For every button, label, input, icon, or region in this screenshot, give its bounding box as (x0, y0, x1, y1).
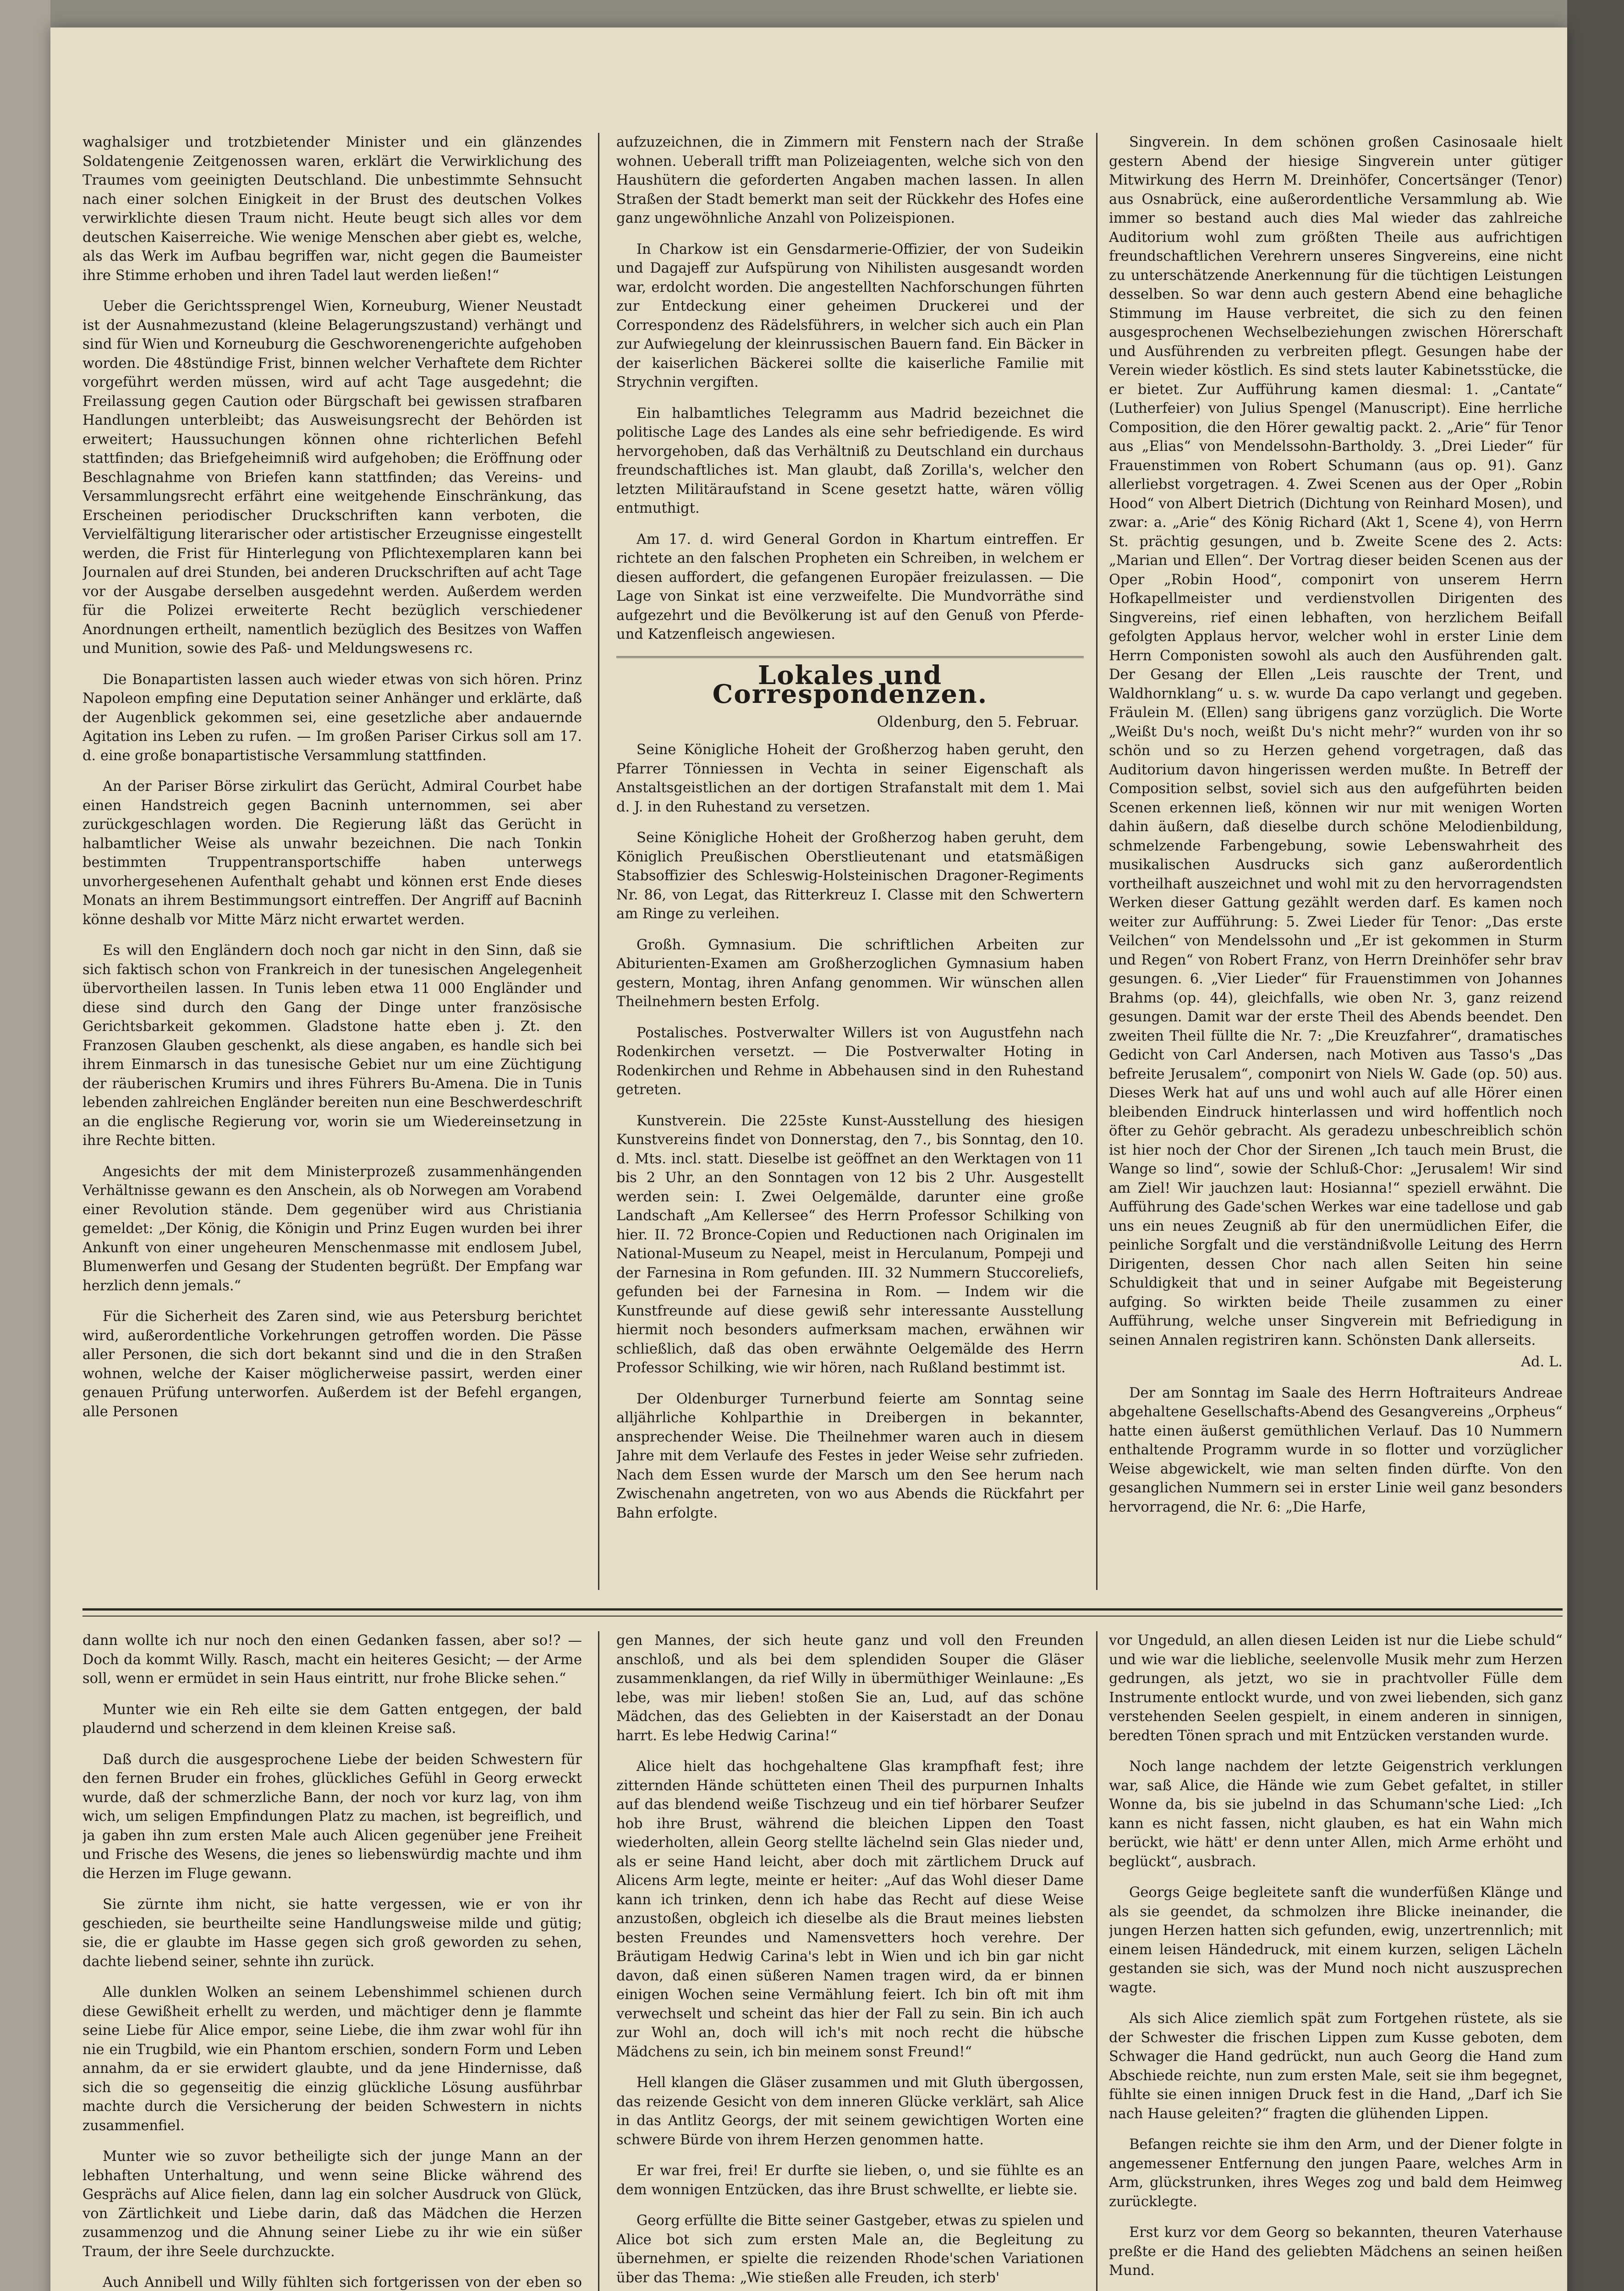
article-paragraph: Georg erfüllte die Bitte seiner Gastgeber, etwas zu spielen und Alice bot sich zum ersten Male an, die Begleitung zu übernehmen, er spielte die reizenden Rhode'schen Variationen über das Thema: „Wie stießen alle Freuden, ich sterb' (616, 2213, 1084, 2286)
article-paragraph: waghalsiger und trotzbietender Minister und ein glänzendes Soldatengenie Zeitgenossen waren, erklärt die Verwirklichung des Traumes vom geeinigten Deutschland. Die unbestimmte Sehnsucht nach einer solchen Einigkeit in der Brust des deutschen Volkes verwirklichte diesen Traum nicht. Heute beugt sich alles vor dem deutschen Kaiserreiche. Wie wenige Menschen aber giebt es, welche, als das Werk im Aufbau begriffen war, nicht gegen die Baumeister ihre Stimme erhoben und ihren Tadel laut werden ließen!“ (82, 134, 582, 284)
article-paragraph: In Charkow ist ein Gensdarmerie-Offizier, der von Sudeikin und Dagajeff zur Aufspürung von Nihilisten ausgesandt worden war, erdolcht worden. Die angestellten Nachforschungen führten zur Entdeckung einer geheimen Druckerei und der Correspondenz des Rädelsführers, in welcher sich auch ein Plan zur Aufwiegelung der kleinrussischen Bauern fand. Ein Bäcker in der kaiserlichen Bäckerei sollte die kaiserliche Familie mit Strychnin vergiften. (616, 241, 1084, 390)
article-paragraph: Sie zürnte ihm nicht, sie hatte vergessen, wie er von ihr geschieden, sie beurtheilte seine Handlungsweise milde und gütig; sie, die er glaubte im Hasse gegen sich groß geworden zu sehen, dachte liebend seiner, sehnte ihn zurück. (82, 1896, 582, 1970)
article-paragraph: aufzuzeichnen, die in Zimmern mit Fenstern nach der Straße wohnen. Ueberall trifft man Polizeiagenten, welche sich von den Haushütern die geforderten Angaben machen lassen. In allen Straßen der Stadt bemerkt man seit der Rückkehr des Hofes eine ganz ungewöhnliche Anzahl von Polizeispionen. (616, 134, 1084, 226)
article-paragraph: Befangen reichte sie ihm den Arm, und der Diener folgte in angemessener Entfernung den jungen Paare, welches Arm in Arm, glückstrunken, ihres Weges zog und bald dem Heimweg zurücklegte. (1109, 2137, 1563, 2210)
article-paragraph: Großh. Gymnasium. Die schriftlichen Arbeiten zur Abiturienten-Examen am Großherzoglichen Gymnasium haben gestern, Montag, ihren Anfang genommen. Wir wünschen allen Theilnehmern besten Erfolg. (616, 937, 1084, 1010)
article-paragraph: dann wollte ich nur noch den einen Gedanken fassen, aber so!? — Doch da kommt Willy. Rasch, macht ein heiteres Gesicht; — der Arme soll, wenn er ermüdet in sein Haus eintritt, nur frohe Blicke sehen.“ (82, 1633, 582, 1687)
column-top-1 (82, 133, 582, 1590)
feuilleton-column-2 (616, 1631, 1084, 2291)
right-edge (1567, 0, 1624, 2291)
article-paragraph: vor Ungeduld, an allen diesen Leiden ist nur die Liebe schuld“ und wie war die liebliche, seelenvolle Musik mehr zum Herzen gedrungen, als jetzt, wo sie in prachtvoller Fülle dem Instrumente entlockt wurde, und von zwei liebenden, sich ganz verstehenden Seelen gespielt, in einem anderen in sinnigen, beredten Tönen sprach und mit Entzücken verstanden wurde. (1109, 1633, 1563, 1744)
column-top-2 (616, 133, 1084, 1590)
article-paragraph: Am 17. d. wird General Gordon in Khartum eintreffen. Er richtete an den falschen Propheten ein Schreiben, in welchem er diesen auffordert, die gefangenen Europäer freizulassen. — Die Lage von Sinkat ist eine verzweifelte. Die Mundvorräthe sind aufgezehrt und die Bevölkerung ist auf den Genuß von Pferde- und Katzenfleisch angewiesen. (616, 531, 1084, 642)
left-edge (0, 0, 50, 2291)
article-paragraph: Der Oldenburger Turnerbund feierte am Sonntag seine alljährliche Kohlparthie in Dreibergen in bekannter, ansprechender Weise. Die Theilnehmer waren auch in diesem Jahre mit dem Verlaufe des Festes in jeder Weise sehr zufrieden. Nach dem Essen wurde der Marsch um den See herum nach Zwischenahn angetreten, von wo aus Abends die Rückfahrt per Bahn erfolgte. (616, 1391, 1084, 1521)
feuilleton-rule-thin (82, 1616, 1563, 1617)
article-paragraph: Seine Königliche Hoheit der Großherzog haben geruht, den Pfarrer Tönniessen in Vechta in seiner Eigenschaft als Anstaltsgeistlichen an der dortigen Strafanstalt mit dem 1. Mai d. J. in den Ruhestand zu versetzen. (616, 742, 1084, 815)
feuilleton-column-3 (1109, 1631, 1563, 2291)
column-rule (598, 133, 599, 1590)
article-paragraph: Hell klangen die Gläser zusammen und mit Gluth übergossen, das reizende Gesicht von dem inneren Glücke verklärt, sah Alice in das Antlitz Georgs, der mit seinem gewichtigen Worten eine schwere Bürde von ihrem Herzen genommen hatte. (616, 2075, 1084, 2148)
article-paragraph: Kunstverein. Die 225ste Kunst-Ausstellung des hiesigen Kunstvereins findet von Donnerstag, den 7., bis Sonntag, den 10. d. Mts. incl. statt. Dieselbe ist geöffnet an den Werktagen von 11 bis 2 Uhr, an den Sonntagen von 12 bis 2 Uhr. Ausgestellt werden sein: I. Zwei Oelgemälde, darunter eine große Landschaft „Am Kellersee“ des Herrn Professor Schilking von hier. II. 72 Bronce-Copien und Reductionen nach Originalen im National-Museum zu Neapel, meist in Herculanum, Pompeji und der Farnesina in Rom gefunden. III. 32 Nummern Stuccoreliefs, gefunden bei der Farnesina in Rom. — Indem wir die Kunstfreunde auf diese gewiß sehr interessante Ausstellung hiermit noch besonders aufmerksam machen, erwähnen wir schließlich, daß das oben erwähnte Oelgemälde des Herrn Professor Schilking, wie wir hören, nach Rußland bestimmt ist. (616, 1113, 1084, 1376)
article-paragraph: Ueber die Gerichtssprengel Wien, Korneuburg, Wiener Neustadt ist der Ausnahmezustand (kleine Belagerungszustand) verhängt und sind für Wien und Korneuburg die Geschworenengerichte aufgehoben worden. Die 48stündige Frist, binnen welcher Verhaftete dem Richter vorgeführt werden müssen, wird auf acht Tage ausgedehnt; die Freilassung gegen Caution oder Bürgschaft bei gewissen strafbaren Handlungen unterbleibt; das Ausweisungsrecht der Behörden ist erweitert; Haussuchungen können ohne richterlichen Befehl stattfinden; das Briefgeheimniß wird aufgehoben; die Eröffnung oder Beschlagnahme von Briefen kann stattfinden; das Vereins- und Versammlungsrecht erfährt eine weitgehende Einschränkung, das Erscheinen periodischer Druckschriften kann verboten, die Vervielfältigung literarischer oder artistischer Erzeugnisse eingestellt werden, die Frist für Hinterlegung von Pflichtexemplaren kann bei Journalen auf drei Stunden, bei anderen Druckschriften auf acht Tage vor der Ausgabe derselben ausgedehnt werden. Außerdem werden für die Polizei erweiterte Recht bezüglich verschiedener Anordnungen ertheilt, namentlich bezüglich des Besitzes von Waffen und Munition, sowie des Paß- und Meldungswesens rc. (82, 298, 582, 657)
column-rule (1096, 1631, 1097, 2291)
feuilleton-column-1 (82, 1631, 582, 2291)
column-top-3 (1109, 133, 1563, 1590)
article-paragraph: Seine Königliche Hoheit der Großherzog haben geruht, dem Königlich Preußischen Oberstlieutenant und etatsmäßigen Stabsoffizier des Schleswig-Holsteinischen Dragoner-Regiments Nr. 86, von Legat, das Ritterkreuz I. Classe mit den Schwertern am Ringe zu verleihen. (616, 830, 1084, 922)
article-paragraph: Erst kurz vor dem Georg so bekannten, theuren Vaterhause preßte er die Hand des geliebten Mädchens an seinen heißen Mund. (1109, 2225, 1563, 2279)
article-paragraph: An der Pariser Börse zirkulirt das Gerücht, Admiral Courbet habe einen Handstreich gegen Bacninh unternommen, sei aber zurückgeschlagen worden. Die Regierung läßt das Gerücht in halbamtlicher Weise als unwahr bezeichnen. Die nach Tonkin bestimmten Truppentransportschiffe haben unterwegs unvorhergesehenen Aufenthalt gehabt und können erst Ende dieses Monats an ihrem Bestimmungsort eintreffen. Der Angriff auf Bacninh könne deshalb vor Mitte März nicht erwartet werden. (82, 778, 582, 928)
article-paragraph: Der am Sonntag im Saale des Herrn Hoftraiteurs Andreae abgehaltene Gesellschafts-Abend des Gesangvereins „Orpheus“ hatte einen äußerst gemüthlichen Verlauf. Das 10 Nummern enthaltende Programm wurde in so flotter und vorzüglicher Weise abgewickelt, wie man selten finden dürfte. Von den gesanglichen Nummern sei in erster Linie weil ganz besonders hervorragend, die Nr. 6: „Die Harfe, (1109, 1385, 1563, 1515)
dateline: Oldenburg, den 5. Februar. (877, 713, 1079, 730)
article-paragraph: Postalisches. Postverwalter Willers ist von Augustfehn nach Rodenkirchen versetzt. — Die Postverwalter Hoting in Rodenkirchen und Rehme in Abbehausen sind in den Ruhestand getreten. (616, 1025, 1084, 1098)
article-paragraph: Georgs Geige begleitete sanft die wunderfüßen Klänge und als sie geendet, da schmolzen ihre Blicke ineinander, die jungen Herzen hatten sich gefunden, ewig, unzertrennlich; mit einem leisen Händedruck, mit einem kurzen, seligen Lächeln gestanden sie sich, was der Mund noch nicht auszusprechen wagte. (1109, 1885, 1563, 1996)
section-rule (616, 656, 1084, 658)
article-paragraph: Er war frei, frei! Er durfte sie lieben, o, und sie fühlte es an dem wonnigen Entzücken, das ihre Brust schwellte, er liebte sie. (616, 2163, 1084, 2198)
section-heading: Lokales und Correspondenzen. (712, 660, 988, 709)
article-paragraph: Alle dunklen Wolken an seinem Lebenshimmel schienen durch diese Gewißheit erhellt zu werden, und mächtiger denn je flammte seine Liebe für Alice empor, seine Liebe, die ihm zwar wohl für ihn nie ein Trugbild, wie ein Phantom erschien, sondern Form und Leben annahm, da er sie erwidert glaubte, und da jene Hindernisse, daß sich die so gegenseitig die einzig glückliche Lösung ausführbar machte durch die Versicherung der beiden Schwestern in nichts zusammenfiel. (82, 1984, 582, 2134)
article-paragraph: Singverein. In dem schönen großen Casinosaale hielt gestern Abend der hiesige Singverein unter gütiger Mitwirkung des Herrn M. Dreinhöfer, Concertsänger (Tenor) aus Osnabrück, eine außerordentliche Versammlung ab. Wie immer so bestand auch dies Mal wieder das zahlreiche Auditorium wohl zum größten Theile aus aufrichtigen freundschaftlichen Verehrern unseres Singvereins, eine nicht zu unterschätzende Anerkennung für die tüchtigen Leistungen desselben. So war denn auch gestern Abend eine behagliche Stimmung im Hause verbreitet, die sich zu den feinen ausgesprochenen Wechselbeziehungen zwischen Hörerschaft und Ausführenden zu verbreiten pflegt. Gesungen habe der Verein wieder köstlich. Es sind stets lauter Kabinetsstücke, die er bietet. Zur Aufführung kamen diesmal: 1. „Cantate“ (Lutherfeier) von Julius Spengel (Manuscript). Eine herrliche Composition, die den Hörer gewaltig packt. 2. „Arie“ für Tenor aus „Elias“ von Mendelssohn-Bartholdy. 3. „Drei Lieder“ für Frauenstimmen von Robert Schumann (aus op. 91). Ganz allerliebst vorgetragen. 4. Zwei Scenen aus der Oper „Robin Hood“ von Albert Dietrich (Dichtung von Reinhard Mosen), und zwar: a. „Arie“ des König Richard (Akt 1, Scene 4), von Herrn St. prächtig gesungen, und b. Zweite Scene des 2. Acts: „Marian und Ellen“. Der Vortrag dieser beiden Scenen aus der Oper „Robin Hood“, componirt von unserem Herrn Hofkapellmeister und verdienstvollen Dirigenten des Singvereins, rief einen lebhaften, von herzlichem Beifall gefolgten Applaus hervor, welcher wohl in erster Linie dem Herrn Componisten sowohl als auch den Ausführenden galt. Der Gesang der Ellen „Leis rauschte der Trent, und Waldhornklang“ u. s. w. wurde Da capo verlangt und gegeben. Fräulein M. (Ellen) sang übrigens ganz vorzüglich. Die Worte „Weißt Du's noch, weißt Du's nicht mehr?“ wurden von ihr so schön und so zu Herzen gehend vorgetragen, daß das Auditorium davon hingerissen werden mußte. In Betreff der Composition selbst, soviel sich aus den aufgeführten beiden Scenen erkennen ließ, können wir nur mit wenigen Worten dahin äußern, daß dieselbe durch schöne Melodienbildung, schmelzende Farbengebung, sowie Lebenswahrheit des musikalischen Ausdrucks sich ganz außerordentlich vortheilhaft auszeichnet und wohl mit zu den hervorragendsten Werken dieser Gattung gezählt werden darf. Es kamen noch weiter zur Aufführung: 5. Zwei Lieder für Tenor: „Das erste Veilchen“ von Mendelssohn und „Er ist gekommen in Sturm und Regen“ von Robert Franz, von Herrn Dreinhöfer sehr brav gesungen. 6. „Vier Lieder“ für Frauenstimmen von Johannes Brahms (op. 44), gleichfalls, wie oben Nr. 3, ganz reizend gesungen. Damit war der erste Theil des Abends beendet. Den zweiten Theil füllte die Nr. 7: „Die Kreuzfahrer“, dramatisches Gedicht von Carl Andersen, nach Motiven aus Tasso's „Das befreite Jerusalem“, componirt von Niels W. Gade (op. 50) aus. Dieses Werk hat auf uns und wohl auch auf alle Hörer einen bleibenden Eindruck hinterlassen und wird hoffentlich noch öfter zu Gehör gebracht. Als geradezu unbeschreiblich schön ist hier noch der Chor der Sirenen „Ich tauch mein Brust, die Wange so lind“, sowie der Schluß-Chor: „Jerusalem! Wir sind am Ziel! Wir jauchzen laut: Hosianna!“ speziell erwähnt. Die Aufführung des Gade'schen Werkes war eine tadellose und gab uns ein neues Zeugniß ab für den unermüdlichen Eifer, die peinliche Sorgfalt und die verständnißvolle Leitung des Herrn Dirigenten, dessen Chor nach allen Seiten hin seine Schuldigkeit that und in seiner Aufgabe mit Begeisterung aufging. So wirkten beide Theile zusammen zu einer Aufführung, welche unser Singverein mit Befriedigung in seinen Annalen registriren kann. Schönsten Dank allerseits. (1109, 134, 1563, 1348)
article-paragraph: Auch Annibell und Willy fühlten sich fortgerissen von der eben so (103, 2275, 582, 2291)
article-paragraph: Munter wie so zuvor betheiligte sich der junge Mann an der lebhaften Unterhaltung, und wenn seine Blicke während des Gesprächs auf Alice fielen, dann lag ein solcher Ausdruck von Glück, von Zärtlichkeit und Liebe darin, daß das Mädchen die Herzen zusammenzog und die Ahnung seiner Liebe zu ihr wie ein süßer Traum, der ihre Seele durchzuckte. (82, 2148, 582, 2260)
article-paragraph: Für die Sicherheit des Zaren sind, wie aus Petersburg berichtet wird, außerordentliche Vorkehrungen getroffen worden. Die Pässe aller Personen, die sich dort bekannt sind und die in den Straßen wohnen, welche der Kaiser möglicherweise passirt, werden einer genauen Prüfung unterworfen. Außerdem ist der Befehl ergangen, alle Personen (82, 1309, 582, 1420)
article-paragraph: Als sich Alice ziemlich spät zum Fortgehen rüstete, als sie der Schwester die frischen Lippen zum Kusse geboten, dem Schwager die Hand gedrückt, nun auch Georg die Hand zum Abschiede reichte, nun zum ersten Male, seit sie ihm begegnet, fühlte sie einen innigen Druck fest in die Hand, „Darf ich Sie nach Hause geleiten?“ fragten die glühenden Lippen. (1109, 2011, 1563, 2122)
article-paragraph: gen Mannes, der sich heute ganz und voll den Freunden anschloß, und als bei dem splendiden Souper die Gläser zusammenklangen, da rief Willy in übermüthiger Weinlaune: „Es lebe, was mir lieben! stoßen Sie an, Lud, auf das schöne Mädchen, das des Geliebten in der Kaiserstadt an der Donau harrt. Es lebe Hedwig Carina!“ (616, 1633, 1084, 1744)
article-paragraph: Die Bonapartisten lassen auch wieder etwas von sich hören. Prinz Napoleon empfing eine Deputation seiner Anhänger und erklärte, daß der Augenblick gekommen sei, eine gesetzliche aber andauernde Agitation ins Leben zu rufen. — Im großen Pariser Cirkus soll am 17. d. eine große bonapartistische Versammlung stattfinden. (82, 671, 582, 764)
article-paragraph: Munter wie ein Reh eilte sie dem Gatten entgegen, der bald plaudernd und scherzend in dem kleinen Kreise saß. (82, 1701, 582, 1737)
article-paragraph: Alice hielt das hochgehaltene Glas krampfhaft fest; ihre zitternden Hände schütteten einen Theil des purpurnen Inhalts auf das blendend weiße Tischzeug und ein tief hörbarer Seufzer hob ihre Brust, während die bleichen Lippen den Toast wiederholten, allein Georg stellte lächelnd sein Glas nieder und, als er seine Hand leicht, aber doch mit zärtlichem Druck auf Alicens Arm legte, meinte er heiter: „Auf das Wohl dieser Dame kann ich trinken, denn ich habe das Recht auf diese Weise anzustoßen, obgleich ich dieselbe als die Braut meines liebsten besten Freundes und Namensvetters hoch verehre. Der Bräutigam Hedwig Carina's lebt in Wien und ich bin gar nicht davon, daß einen süßeren Namen tragen wird, da er binnen einigen Wochen seine Vermählung feiert. Ich bin oft mit ihm verwechselt und scheint das hier der Fall zu sein. Bin ich auch zur Wohl an, doch will ich's mit noch recht die hübsche Mädchens zu sein, ich bin meinem sonst Freund!“ (616, 1759, 1084, 2060)
article-paragraph: Angesichts der mit dem Ministerprozeß zusammenhängenden Verhältnisse gewann es den Anschein, als ob Norwegen am Vorabend einer Revolution stände. Dem gegenüber wird aus Christiania gemeldet: „Der König, die Königin und Prinz Eugen wurden bei ihrer Ankunft von einer ungeheuren Menschenmasse mit endlosem Jubel, Blumenwerfen und Gesang der Studenten begrüßt. Der Empfang war herzlich denn jemals.“ (82, 1163, 582, 1294)
author-signature: Ad. L. (1521, 1354, 1563, 1370)
column-rule (1096, 133, 1097, 1590)
column-rule (598, 1631, 599, 2291)
article-paragraph: Ein halbamtliches Telegramm aus Madrid bezeichnet die politische Lage des Landes als eine sehr befriedigende. Es wird hervorgehoben, daß das Verhältniß zu Deutschland ein durchaus freundschaftliches ist. Man glaubt, daß Zorilla's, welcher den letzten Militäraufstand in Scene gesetzt hatte, wären völlig entmuthigt. (616, 405, 1084, 516)
article-paragraph: Noch lange nachdem der letzte Geigenstrich verklungen war, saß Alice, die Hände wie zum Gebet gefaltet, in stiller Wonne da, bis sie jubelnd in das Schumann'sche Lied: „Ich kann es nicht fassen, nicht glauben, es hat ein Wahn mich berückt, wie hätt' er denn unter Allen, mich Arme erhöht und beglückt“, ausbrach. (1109, 1759, 1563, 1870)
article-paragraph: Daß durch die ausgesprochene Liebe der beiden Schwestern für den fernen Bruder ein frohes, glückliches Gefühl in Georg erweckt wurde, daß der schmerzliche Bann, der noch vor kurz lag, von ihm wich, um seligen Empfindungen Platz zu machen, ist begreiflich, und ja gaben ihn zum ersten Male auch Alicen gegenüber jene Freiheit und Frische des Wesens, die jenes so liebenswürdig machte und ihm die Herzen im Fluge gewann. (82, 1751, 582, 1882)
article-paragraph: Es will den Engländern doch noch gar nicht in den Sinn, daß sie sich faktisch schon von Frankreich in der tunesischen Angelegenheit übervortheilen lassen. In Tunis leben etwa 11 000 Engländer und diese sind durch den Gang der Dinge unter französische Gerichtsbarkeit gekommen. Gladstone hatte eben j. Zt. den Franzosen Glauben geschenkt, als diese angaben, es handle sich bei ihrem Einmarsch in das tunesische Gebiet nur um eine Züchtigung der räuberischen Krumirs und ihres Führers Bu-Amena. Die in Tunis lebenden zahlreichen Engländer bereiten nun eine Beschwerdeschrift an die englische Regierung vor, worin sie um Wiedereinsetzung in ihre Rechte bitten. (82, 943, 582, 1149)
feuilleton-rule (82, 1608, 1563, 1611)
